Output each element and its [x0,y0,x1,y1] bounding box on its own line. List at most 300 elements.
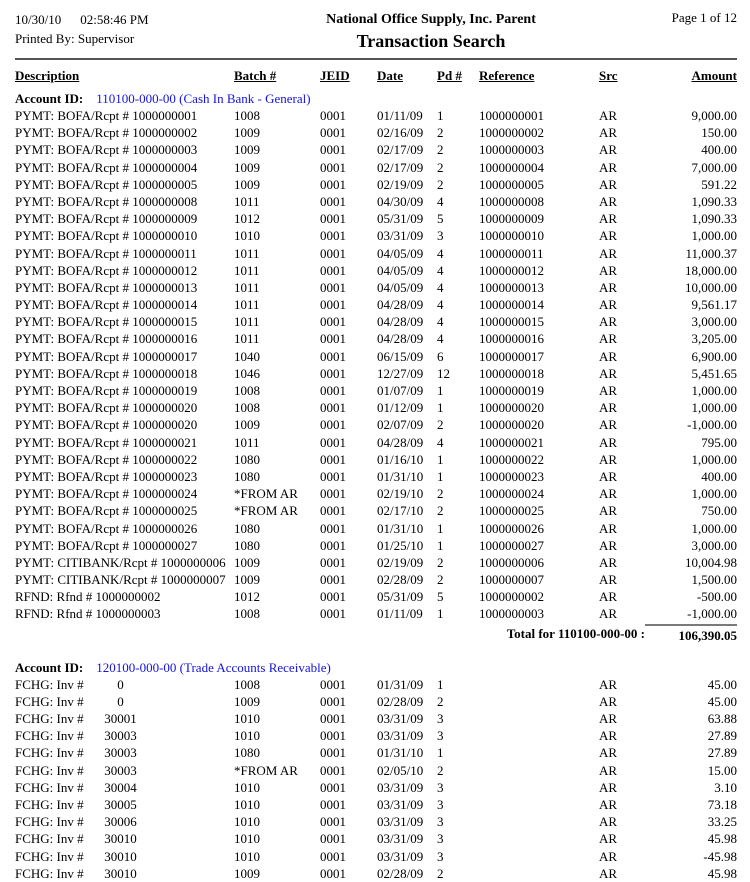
cell-amount: 45.98 [707,865,737,881]
cell-amount: 45.98 [707,831,737,847]
cell-src: AR [599,142,618,158]
cell-reference: 1000000003 [479,142,544,158]
cell-src: AR [599,520,618,536]
cell-pd: 3 [437,728,444,744]
report-body [15,90,737,882]
description-ref: 30010 [104,848,137,864]
cell-date: 04/05/09 [377,262,424,278]
cell-jeid: 0001 [320,434,346,450]
cell-reference: 1000000002 [479,589,544,605]
report-section [15,90,737,645]
cell-description [15,399,234,416]
cell-batch: 1080 [234,520,260,536]
cell-pd: 1 [437,468,444,484]
cell-src: AR [599,796,618,812]
cell-amount: 1,000.00 [691,520,737,536]
cell-reference: 1000000004 [479,159,544,175]
print-date: 10/30/10 [15,12,62,27]
description-label: RFND: Rfnd # 1000000002 [15,589,161,605]
cell-amount: 5,451.65 [691,365,737,381]
cell-reference: 1000000013 [479,279,544,295]
cell-pd: 2 [437,503,444,519]
cell-batch: 1008 [234,383,260,398]
cell-pd: 2 [437,159,444,175]
description-ref: /Rcpt # 1000000015 [91,314,198,330]
cell-amount: 15.00 [707,762,737,778]
table-row [15,176,737,193]
description-ref: /Rcpt # 1000000017 [91,348,198,364]
cell-date: 02/28/09 [377,865,424,881]
cell-src: AR [599,417,618,433]
description-label: PYMT: BOFA [15,486,92,502]
description-label: FCHG: Inv # [15,728,84,744]
cell-src: AR [599,537,618,553]
cell-pd: 3 [437,228,444,244]
cell-date: 04/30/09 [377,193,424,209]
table-row [15,365,737,382]
table-row [15,313,737,330]
cell-reference: 1000000025 [479,503,544,519]
cell-jeid: 0001 [320,589,346,605]
table-row [15,279,737,296]
cell-amount: 3,000.00 [691,314,737,330]
cell-date: 01/31/10 [377,745,424,761]
cell-pd: 3 [437,779,444,795]
cell-amount: 3.10 [714,779,737,795]
cell-date: 03/31/09 [377,228,424,244]
table-row [15,159,737,176]
description-ref: /Rcpt # 1000000012 [91,262,198,278]
cell-description [15,605,234,622]
cell-reference: 1000000002 [479,125,544,141]
cell-pd: 4 [437,297,444,313]
description-ref: /Rcpt # 1000000027 [91,537,198,553]
cell-batch: 1009 [234,693,260,709]
cell-batch: 1009 [234,417,260,433]
description-ref: /Rcpt # 1000000026 [91,520,198,536]
cell-batch: *FROM AR [234,503,298,519]
cell-date: 05/31/09 [377,211,424,227]
cell-reference: 1000000006 [479,554,544,570]
description-label: FCHG: Inv # [15,831,84,847]
cell-jeid: 0001 [320,211,346,227]
cell-pd: 4 [437,279,444,295]
header-divider [15,58,737,60]
table-row [15,107,737,124]
description-label: PYMT: BOFA [15,451,92,467]
cell-date: 04/28/09 [377,314,424,330]
cell-amount: 1,090.33 [691,193,737,209]
description-label: PYMT: BOFA [15,365,92,381]
cell-jeid: 0001 [320,711,346,726]
cell-description [15,313,234,330]
description-label: FCHG: Inv # [15,865,84,881]
total-spacer [15,624,479,645]
description-label: PYMT: BOFA [15,279,92,295]
cell-reference: 1000000018 [479,365,544,381]
cell-amount: 150.00 [701,125,737,141]
description-label: PYMT: BOFA [15,537,92,553]
cell-reference [479,779,599,796]
cell-batch: 1011 [234,331,260,347]
account-header [15,90,737,107]
cell-amount: 750.00 [701,503,737,519]
cell-pd: 5 [437,211,444,227]
cell-batch: 1010 [234,711,260,726]
description-label: FCHG: Inv # [15,814,84,830]
cell-reference [479,676,599,693]
table-row [15,744,737,761]
description-ref: /Rcpt # 1000000020 [91,417,198,433]
description-label: PYMT: BOFA [15,262,92,278]
col-header-date: Date [377,68,403,83]
cell-pd: 2 [437,142,444,158]
col-header-src: Src [599,68,618,83]
cell-amount: 73.18 [707,796,737,812]
cell-jeid: 0001 [320,486,346,502]
cell-jeid: 0001 [320,159,346,175]
table-row [15,813,737,830]
cell-date: 04/05/09 [377,279,424,295]
cell-reference: 1000000019 [479,383,544,398]
cell-pd: 2 [437,417,444,433]
description-ref: 30004 [104,779,137,795]
cell-amount: 1,000.00 [691,400,737,416]
cell-src: AR [599,331,618,347]
cell-jeid: 0001 [320,193,346,209]
cell-batch: 1010 [234,228,260,244]
cell-date: 01/31/09 [377,676,424,692]
cell-date: 01/07/09 [377,383,424,398]
table-row [15,124,737,141]
col-header-batch: Batch # [234,68,277,83]
print-datetime [15,10,245,29]
description-ref: /Rcpt # 1000000020 [91,400,198,416]
cell-amount: -1,000.00 [687,417,737,433]
cell-reference: 1000000005 [479,176,544,192]
table-row [15,710,737,727]
cell-date: 02/28/09 [377,572,424,588]
table-row [15,520,737,537]
printed-by: Printed By: Supervisor [15,31,135,46]
description-label: PYMT: BOFA [15,176,92,192]
cell-src: AR [599,159,618,175]
account-id-link[interactable]: 120100-000-00 (Trade Accounts Receivable) [96,659,331,675]
description-label: PYMT: BOFA [15,468,92,484]
cell-src: AR [599,831,618,847]
cell-amount: 400.00 [701,142,737,158]
cell-date: 03/31/09 [377,796,424,812]
description-ref: /Rcpt # 1000000023 [91,468,198,484]
cell-jeid: 0001 [320,383,346,398]
cell-pd: 4 [437,262,444,278]
cell-description [15,262,234,279]
cell-reference [479,830,599,847]
cell-src: AR [599,279,618,295]
cell-src: AR [599,693,618,709]
cell-pd: 4 [437,331,444,347]
cell-pd: 4 [437,434,444,450]
description-ref: /Rcpt # 1000000025 [91,503,198,519]
description-ref: /Rcpt # 1000000006 [119,554,226,570]
cell-pd: 2 [437,865,444,881]
cell-batch: 1009 [234,159,260,175]
cell-src: AR [599,383,618,398]
description-label: FCHG: Inv # [15,796,84,812]
cell-pd: 2 [437,762,444,778]
cell-src: AR [599,606,618,622]
cell-description [15,554,234,571]
cell-src: AR [599,468,618,484]
cell-amount: 45.00 [707,676,737,692]
cell-pd: 1 [437,451,444,467]
section-total-amount: 106,390.05 [645,624,737,645]
cell-jeid: 0001 [320,848,346,864]
cell-batch: 1008 [234,606,260,622]
cell-jeid: 0001 [320,142,346,158]
description-label: PYMT: BOFA [15,314,92,330]
table-row [15,676,737,693]
report-title: Transaction Search [356,31,506,51]
table-row [15,485,737,502]
cell-description [15,813,234,830]
cell-date: 02/28/09 [377,693,424,709]
cell-reference [479,693,599,710]
cell-description [15,762,234,779]
description-ref: /Rcpt # 1000000022 [91,451,198,467]
cell-pd: 3 [437,814,444,830]
cell-amount: 10,004.98 [685,554,737,570]
cell-batch: 1008 [234,108,260,123]
cell-pd: 2 [437,125,444,141]
cell-jeid: 0001 [320,417,346,433]
description-ref: 30003 [104,745,137,761]
section-total-label: Total for 110100-000-00 : [506,625,645,641]
description-label: PYMT: BOFA [15,520,92,536]
cell-pd: 4 [437,314,444,330]
cell-date: 05/31/09 [377,589,424,605]
description-ref: /Rcpt # 1000000019 [91,383,198,398]
cell-amount: 3,205.00 [691,331,737,347]
account-id-label: Account ID: [15,91,84,106]
cell-reference: 1000000015 [479,314,544,330]
cell-pd: 3 [437,711,444,726]
cell-date: 03/31/09 [377,848,424,864]
cell-src: AR [599,193,618,209]
description-ref: /Rcpt # 1000000008 [91,193,198,209]
cell-amount: -500.00 [696,589,737,605]
cell-batch: 1008 [234,676,260,692]
section-total-row [15,624,737,645]
cell-src: AR [599,348,618,364]
cell-amount: 11,000.37 [685,245,737,261]
cell-date: 03/31/09 [377,779,424,795]
description-label: PYMT: BOFA [15,142,92,158]
cell-amount: 1,090.33 [691,211,737,227]
cell-pd: 4 [437,245,444,261]
cell-batch: 1009 [234,125,260,141]
cell-amount: 10,000.00 [685,279,737,295]
cell-pd: 1 [437,108,444,123]
cell-jeid: 0001 [320,745,346,761]
description-label: PYMT: BOFA [15,108,92,123]
cell-batch: 1011 [234,262,260,278]
cell-jeid: 0001 [320,279,346,295]
cell-jeid: 0001 [320,554,346,570]
description-label: PYMT: BOFA [15,228,92,244]
table-row [15,588,737,605]
cell-jeid: 0001 [320,468,346,484]
table-row [15,434,737,451]
table-row [15,865,737,882]
description-ref: 0 [117,693,124,709]
cell-date: 02/19/09 [377,176,424,192]
cell-pd: 1 [437,606,444,622]
cell-reference: 1000000008 [479,193,544,209]
cell-amount: -1,000.00 [687,606,737,622]
description-ref: 30010 [104,831,137,847]
cell-description [15,245,234,262]
description-ref: 30003 [104,728,137,744]
description-label: FCHG: Inv # [15,762,84,778]
description-ref: 30001 [104,711,137,726]
cell-description [15,141,234,158]
cell-amount: 1,500.00 [691,572,737,588]
cell-pd: 2 [437,693,444,709]
cell-reference: 1000000003 [479,606,544,622]
cell-src: AR [599,728,618,744]
cell-description [15,520,234,537]
cell-date: 04/28/09 [377,331,424,347]
cell-jeid: 0001 [320,348,346,364]
cell-date: 02/16/09 [377,125,424,141]
cell-amount: 63.88 [707,711,737,726]
account-id-link[interactable]: 110100-000-00 (Cash In Bank - General) [96,91,311,106]
cell-date: 01/25/10 [377,537,424,553]
cell-amount: 1,000.00 [691,228,737,244]
cell-src: AR [599,176,618,192]
cell-batch: 1009 [234,572,260,588]
cell-description [15,176,234,193]
cell-jeid: 0001 [320,762,346,778]
cell-jeid: 0001 [320,262,346,278]
cell-batch: 1010 [234,796,260,812]
table-row [15,262,737,279]
cell-reference: 1000000022 [479,451,544,467]
description-label: FCHG: Inv # [15,693,84,709]
cell-description [15,537,234,554]
cell-description [15,571,234,588]
cell-description [15,865,234,882]
page-header [15,10,737,53]
cell-amount: 3,000.00 [691,537,737,553]
cell-batch: 1012 [234,211,260,227]
cell-date: 01/31/10 [377,468,424,484]
cell-src: AR [599,434,618,450]
cell-batch: 1080 [234,537,260,553]
cell-jeid: 0001 [320,520,346,536]
cell-description [15,279,234,296]
cell-src: AR [599,262,618,278]
cell-amount: 45.00 [707,693,737,709]
cell-jeid: 0001 [320,831,346,847]
description-label: PYMT: BOFA [15,503,92,519]
cell-description [15,693,234,710]
cell-pd: 4 [437,193,444,209]
table-row [15,416,737,433]
table-row [15,502,737,519]
cell-reference [479,813,599,830]
description-ref: /Rcpt # 1000000005 [91,176,198,192]
cell-src: AR [599,848,618,864]
cell-amount: 9,561.17 [691,297,737,313]
description-label: PYMT: BOFA [15,125,92,141]
cell-reference: 1000000027 [479,537,544,553]
cell-batch: 1011 [234,245,260,261]
cell-description [15,193,234,210]
cell-reference: 1000000024 [479,486,544,502]
cell-description [15,588,234,605]
table-row [15,382,737,399]
cell-reference: 1000000014 [479,297,544,313]
cell-pd: 1 [437,520,444,536]
cell-description [15,848,234,865]
cell-reference [479,796,599,813]
description-label: PYMT: BOFA [15,417,92,433]
cell-src: AR [599,779,618,795]
cell-batch: 1008 [234,400,260,416]
cell-src: AR [599,125,618,141]
cell-date: 01/16/10 [377,451,424,467]
description-label: PYMT: BOFA [15,383,92,398]
description-ref: /Rcpt # 1000000004 [91,159,198,175]
cell-amount: 18,000.00 [685,262,737,278]
table-row [15,245,737,262]
cell-date: 04/05/09 [377,245,424,261]
cell-batch: 1011 [234,193,260,209]
cell-reference [479,744,599,761]
table-row [15,554,737,571]
cell-reference [479,865,599,882]
cell-reference [479,710,599,727]
table-row [15,193,737,210]
cell-reference: 1000000012 [479,262,544,278]
cell-amount: 6,900.00 [691,348,737,364]
cell-description [15,710,234,727]
cell-batch: *FROM AR [234,762,298,778]
cell-jeid: 0001 [320,108,346,123]
cell-amount: 1,000.00 [691,451,737,467]
cell-description [15,468,234,485]
cell-jeid: 0001 [320,365,346,381]
cell-description [15,434,234,451]
cell-batch: 1046 [234,365,260,381]
cell-reference: 1000000026 [479,520,544,536]
table-row [15,693,737,710]
cell-jeid: 0001 [320,451,346,467]
cell-batch: 1011 [234,297,260,313]
cell-jeid: 0001 [320,728,346,744]
cell-jeid: 0001 [320,245,346,261]
header-left [15,10,245,48]
cell-reference [479,762,599,779]
cell-reference: 1000000017 [479,348,544,364]
cell-pd: 1 [437,537,444,553]
account-id-label: Account ID: [15,659,84,675]
cell-src: AR [599,451,618,467]
company-name: National Office Supply, Inc. Parent [326,12,536,27]
table-row [15,468,737,485]
